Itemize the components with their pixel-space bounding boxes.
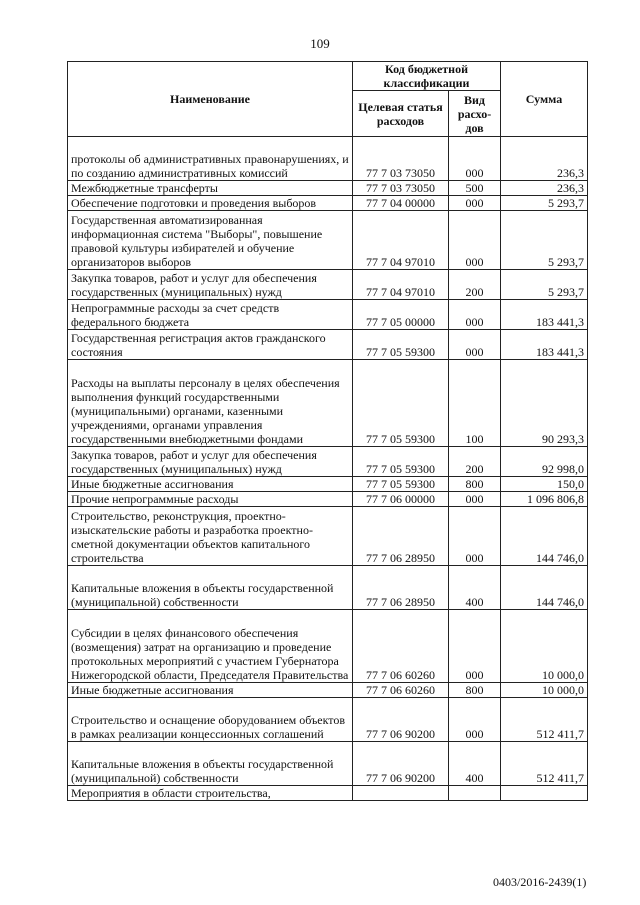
page-number: 109 bbox=[310, 36, 330, 51]
cell-sum: 5 293,7 bbox=[501, 211, 588, 270]
cell-vid: 500 bbox=[449, 181, 501, 196]
cell-vid: 000 bbox=[449, 211, 501, 270]
cell-vid: 000 bbox=[449, 610, 501, 683]
cell-name: Межбюджетные трансферты bbox=[68, 181, 353, 196]
cell-code: 77 7 06 90200 bbox=[353, 698, 449, 742]
header-kbk: Код бюджетной классификации bbox=[353, 62, 501, 91]
cell-vid: 200 bbox=[449, 270, 501, 300]
table-row bbox=[68, 683, 588, 698]
cell-name: Мероприятия в области строительства, bbox=[68, 786, 353, 801]
table-row bbox=[68, 196, 588, 211]
cell-sum: 183 441,3 bbox=[501, 330, 588, 360]
cell-name: Расходы на выплаты персоналу в целях обеспечения выполнения функций государственными (муниципальными) органами, казенными учреждениями, органами управления государственными внебюджетными фондами bbox=[68, 360, 353, 447]
cell-vid: 200 bbox=[449, 447, 501, 477]
header-target: Целевая статья расходов bbox=[353, 91, 449, 137]
cell-vid: 000 bbox=[449, 507, 501, 566]
cell-name: Закупка товаров, работ и услуг для обеспечения государственных (муниципальных) нужд bbox=[68, 270, 353, 300]
cell-sum: 92 998,0 bbox=[501, 447, 588, 477]
cell-code: 77 7 05 59300 bbox=[353, 477, 449, 492]
cell-sum: 5 293,7 bbox=[501, 270, 588, 300]
cell-sum: 1 096 806,8 bbox=[501, 492, 588, 507]
cell-vid: 000 bbox=[449, 196, 501, 211]
cell-sum: 90 293,3 bbox=[501, 360, 588, 447]
cell-code: 77 7 04 00000 bbox=[353, 196, 449, 211]
cell-sum: 10 000,0 bbox=[501, 683, 588, 698]
cell-sum: 150,0 bbox=[501, 477, 588, 492]
table-row bbox=[68, 742, 588, 786]
cell-name: Обеспечение подготовки и проведения выборов bbox=[68, 196, 353, 211]
cell-name: Закупка товаров, работ и услуг для обеспечения государственных (муниципальных) нужд bbox=[68, 447, 353, 477]
cell-code: 77 7 03 73050 bbox=[353, 181, 449, 196]
document-code: 0403/2016-2439(1) bbox=[493, 875, 587, 889]
table-row bbox=[68, 492, 588, 507]
table-row bbox=[68, 447, 588, 477]
cell-code: 77 7 06 28950 bbox=[353, 507, 449, 566]
cell-vid: 800 bbox=[449, 477, 501, 492]
table-row bbox=[68, 477, 588, 492]
cell-sum: 144 746,0 bbox=[501, 566, 588, 610]
cell-vid: 000 bbox=[449, 330, 501, 360]
table-row bbox=[68, 507, 588, 566]
cell-vid: 000 bbox=[449, 137, 501, 181]
cell-sum: 512 411,7 bbox=[501, 698, 588, 742]
cell-name: Капитальные вложения в объекты государственной (муниципальной) собственности bbox=[68, 566, 353, 610]
table-row bbox=[68, 300, 588, 330]
cell-code: 77 7 06 60260 bbox=[353, 683, 449, 698]
table-row bbox=[68, 137, 588, 181]
table-row bbox=[68, 181, 588, 196]
cell-vid: 000 bbox=[449, 698, 501, 742]
table-row bbox=[68, 330, 588, 360]
cell-name: Непрограммные расходы за счет средств федерального бюджета bbox=[68, 300, 353, 330]
cell-code: 77 7 05 59300 bbox=[353, 447, 449, 477]
cell-code: 77 7 05 00000 bbox=[353, 300, 449, 330]
cell-code: 77 7 06 60260 bbox=[353, 610, 449, 683]
table-row bbox=[68, 698, 588, 742]
cell-sum: 236,3 bbox=[501, 181, 588, 196]
table-header bbox=[68, 62, 588, 137]
cell-name: Государственная регистрация актов гражданского состояния bbox=[68, 330, 353, 360]
cell-name: Строительство и оснащение оборудованием объектов в рамках реализации концессионных соглашений bbox=[68, 698, 353, 742]
cell-vid: 000 bbox=[449, 492, 501, 507]
cell-code: 77 7 03 73050 bbox=[353, 137, 449, 181]
cell-sum: 10 000,0 bbox=[501, 610, 588, 683]
cell-vid: 800 bbox=[449, 683, 501, 698]
cell-code: 77 7 05 59300 bbox=[353, 330, 449, 360]
table-row bbox=[68, 360, 588, 447]
cell-code: 77 7 06 28950 bbox=[353, 566, 449, 610]
table-row bbox=[68, 610, 588, 683]
cell-name: Строительство, реконструкция, проектно-изыскательские работы и разработка проектно-сметной документации объектов капитального строительства bbox=[68, 507, 353, 566]
header-name: Наименование bbox=[68, 62, 353, 137]
cell-code bbox=[353, 786, 449, 801]
table-body bbox=[68, 137, 588, 801]
header-sum: Сумма bbox=[501, 62, 588, 137]
cell-code: 77 7 05 59300 bbox=[353, 360, 449, 447]
cell-name: Иные бюджетные ассигнования bbox=[68, 477, 353, 492]
cell-sum: 183 441,3 bbox=[501, 300, 588, 330]
cell-vid bbox=[449, 786, 501, 801]
cell-sum bbox=[501, 786, 588, 801]
cell-name: Капитальные вложения в объекты государственной (муниципальной) собственности bbox=[68, 742, 353, 786]
cell-code: 77 7 06 90200 bbox=[353, 742, 449, 786]
table-row bbox=[68, 786, 588, 801]
budget-table bbox=[67, 61, 588, 801]
cell-vid: 100 bbox=[449, 360, 501, 447]
cell-vid: 400 bbox=[449, 566, 501, 610]
cell-code: 77 7 04 97010 bbox=[353, 211, 449, 270]
cell-vid: 400 bbox=[449, 742, 501, 786]
cell-sum: 236,3 bbox=[501, 137, 588, 181]
cell-name: Прочие непрограммные расходы bbox=[68, 492, 353, 507]
header-type: Вид расхо-дов bbox=[449, 91, 501, 137]
cell-name: Государственная автоматизированная информационная система "Выборы", повышение правовой культуры избирателей и обучение организаторов выборов bbox=[68, 211, 353, 270]
cell-sum: 5 293,7 bbox=[501, 196, 588, 211]
table-row bbox=[68, 270, 588, 300]
cell-code: 77 7 04 97010 bbox=[353, 270, 449, 300]
cell-sum: 512 411,7 bbox=[501, 742, 588, 786]
table-row bbox=[68, 566, 588, 610]
cell-name: протоколы об административных правонарушениях, и по созданию административных комиссий bbox=[68, 137, 353, 181]
cell-code: 77 7 06 00000 bbox=[353, 492, 449, 507]
cell-vid: 000 bbox=[449, 300, 501, 330]
cell-name: Иные бюджетные ассигнования bbox=[68, 683, 353, 698]
cell-name: Субсидии в целях финансового обеспечения (возмещения) затрат на организацию и проведение протокольных мероприятий с участием Губернатора Нижегородской области, Председателя Правительства bbox=[68, 610, 353, 683]
table-row bbox=[68, 211, 588, 270]
cell-sum: 144 746,0 bbox=[501, 507, 588, 566]
